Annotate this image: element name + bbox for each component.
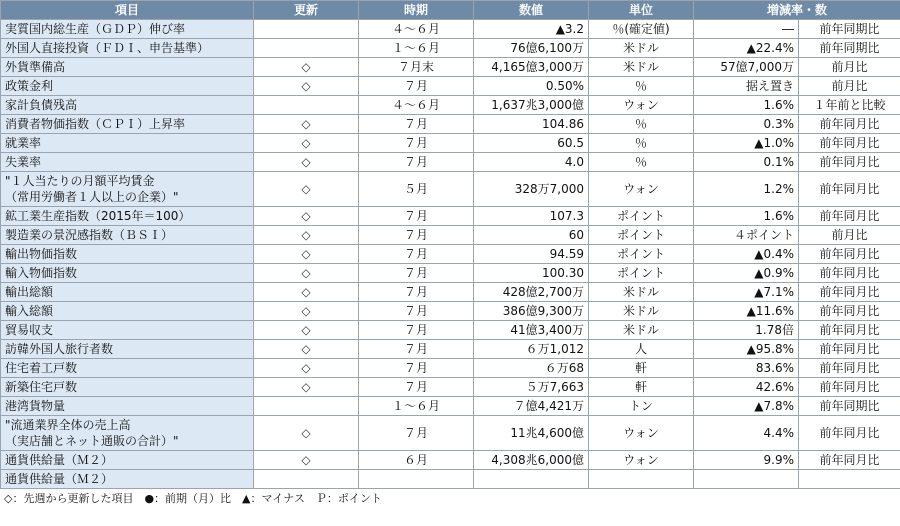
change-cell: ４ポイント — [694, 226, 799, 245]
table-row — [1, 359, 900, 378]
period-cell: １～６月 — [359, 39, 474, 58]
table-row — [1, 302, 900, 321]
period-cell: ７月末 — [359, 58, 474, 77]
item-cell: 住宅着工戸数 — [1, 359, 254, 378]
item-cell: "流通業界全体の売上高 （実店舗とネット通販の合計）" — [1, 416, 254, 451]
updated-cell: ◇ — [254, 283, 359, 302]
change-cell: 9.9% — [694, 451, 799, 470]
value-cell: 94.59 — [474, 245, 589, 264]
period-cell: ７月 — [359, 321, 474, 340]
updated-cell: ◇ — [254, 321, 359, 340]
period-cell: ７月 — [359, 134, 474, 153]
change-cell: ▲7.8% — [694, 397, 799, 416]
value-cell: 11兆4,600億 — [474, 416, 589, 451]
table-row — [1, 470, 900, 489]
value-cell: 100.30 — [474, 264, 589, 283]
unit-cell: 米ドル — [589, 283, 694, 302]
item-cell: 実質国内総生産（ＧＤＰ）伸び率 — [1, 20, 254, 39]
header-item: 項目 — [1, 1, 254, 20]
period-cell: ５月 — [359, 172, 474, 207]
change-cell — [694, 470, 799, 489]
item-cell: 輸出物価指数 — [1, 245, 254, 264]
header-change: 増減率・数 — [694, 1, 900, 20]
period-cell: ７月 — [359, 283, 474, 302]
period-cell: ７月 — [359, 340, 474, 359]
item-cell: 訪韓外国人旅行者数 — [1, 340, 254, 359]
item-cell: 製造業の景況感指数（ＢＳＩ） — [1, 226, 254, 245]
table-row — [1, 20, 900, 39]
period-cell: ７月 — [359, 226, 474, 245]
unit-cell — [589, 470, 694, 489]
item-cell: 通貨供給量（Ｍ２） — [1, 451, 254, 470]
item-cell: 外国人直接投資（ＦＤＩ、申告基準） — [1, 39, 254, 58]
item-cell: 輸入総額 — [1, 302, 254, 321]
value-cell: 76億6,100万 — [474, 39, 589, 58]
change-cell: 42.6% — [694, 378, 799, 397]
updated-cell: ◇ — [254, 134, 359, 153]
footnote: ◇：先週から更新した項目 ●：前期（月）比 ▲：マイナス Ｐ：ポイント — [4, 492, 382, 505]
updated-cell: ◇ — [254, 207, 359, 226]
header-value: 数値 — [474, 1, 589, 20]
table-row — [1, 245, 900, 264]
value-cell: ５万7,663 — [474, 378, 589, 397]
unit-cell: ％ — [589, 134, 694, 153]
table-row — [1, 153, 900, 172]
updated-cell — [254, 39, 359, 58]
table-row — [1, 115, 900, 134]
unit-cell: 軒 — [589, 359, 694, 378]
unit-cell: ポイント — [589, 226, 694, 245]
value-cell: 104.86 — [474, 115, 589, 134]
table-row — [1, 283, 900, 302]
item-cell: 失業率 — [1, 153, 254, 172]
updated-cell — [254, 470, 359, 489]
unit-cell: 人 — [589, 340, 694, 359]
item-cell: 家計負債残高 — [1, 96, 254, 115]
basis-cell: 前年同月比 — [799, 172, 900, 207]
basis-cell: 前年同月比 — [799, 115, 900, 134]
updated-cell: ◇ — [254, 378, 359, 397]
updated-cell — [254, 397, 359, 416]
period-cell: ４～６月 — [359, 96, 474, 115]
unit-cell: ％ — [589, 115, 694, 134]
unit-cell: 米ドル — [589, 321, 694, 340]
unit-cell: ポイント — [589, 245, 694, 264]
value-cell: 60.5 — [474, 134, 589, 153]
unit-cell: ％ — [589, 153, 694, 172]
table-row — [1, 39, 900, 58]
value-cell: 4,308兆6,000億 — [474, 451, 589, 470]
unit-cell: ウォン — [589, 96, 694, 115]
basis-cell: 前年同月比 — [799, 340, 900, 359]
value-cell: 4,165億3,000万 — [474, 58, 589, 77]
unit-cell: ％(確定値) — [589, 20, 694, 39]
value-cell — [474, 470, 589, 489]
basis-cell: 前年同月比 — [799, 451, 900, 470]
value-cell: 0.50% — [474, 77, 589, 96]
item-cell: 港湾貨物量 — [1, 397, 254, 416]
item-cell: 消費者物価指数（ＣＰＩ）上昇率 — [1, 115, 254, 134]
unit-cell: 軒 — [589, 378, 694, 397]
table-row — [1, 264, 900, 283]
period-cell: ７月 — [359, 416, 474, 451]
unit-cell: ウォン — [589, 172, 694, 207]
change-cell: ▲0.9% — [694, 264, 799, 283]
item-cell: 就業率 — [1, 134, 254, 153]
table-row — [1, 226, 900, 245]
basis-cell: 前年同月比 — [799, 207, 900, 226]
period-cell: ７月 — [359, 378, 474, 397]
unit-cell: ウォン — [589, 416, 694, 451]
change-cell: ▲22.4% — [694, 39, 799, 58]
updated-cell: ◇ — [254, 172, 359, 207]
header-row — [1, 1, 900, 20]
updated-cell: ◇ — [254, 359, 359, 378]
period-cell: ７月 — [359, 359, 474, 378]
period-cell: ７月 — [359, 302, 474, 321]
basis-cell: 前年同期比 — [799, 20, 900, 39]
basis-cell: 前年同月比 — [799, 321, 900, 340]
item-cell: 政策金利 — [1, 77, 254, 96]
item-cell: 貿易収支 — [1, 321, 254, 340]
change-cell: 0.3% — [694, 115, 799, 134]
table-row — [1, 378, 900, 397]
table-row — [1, 207, 900, 226]
value-cell: 4.0 — [474, 153, 589, 172]
change-cell: ▲7.1% — [694, 283, 799, 302]
updated-cell: ◇ — [254, 340, 359, 359]
change-cell: ― — [694, 20, 799, 39]
unit-cell: トン — [589, 397, 694, 416]
item-cell: 輸出総額 — [1, 283, 254, 302]
table-row — [1, 340, 900, 359]
unit-cell: ウォン — [589, 451, 694, 470]
updated-cell — [254, 96, 359, 115]
updated-cell: ◇ — [254, 264, 359, 283]
basis-cell: 前年同月比 — [799, 264, 900, 283]
updated-cell: ◇ — [254, 77, 359, 96]
period-cell: ７月 — [359, 264, 474, 283]
updated-cell: ◇ — [254, 416, 359, 451]
unit-cell: ポイント — [589, 264, 694, 283]
value-cell: 428億2,700万 — [474, 283, 589, 302]
updated-cell: ◇ — [254, 153, 359, 172]
value-cell: 107.3 — [474, 207, 589, 226]
basis-cell: １年前と比較 — [799, 96, 900, 115]
basis-cell: 前月比 — [799, 226, 900, 245]
unit-cell: ％ — [589, 77, 694, 96]
basis-cell: 前年同期比 — [799, 397, 900, 416]
header-updated: 更新 — [254, 1, 359, 20]
basis-cell: 前月比 — [799, 77, 900, 96]
change-cell: ▲1.0% — [694, 134, 799, 153]
updated-cell — [254, 20, 359, 39]
change-cell: ▲11.6% — [694, 302, 799, 321]
table-row — [1, 451, 900, 470]
value-cell: ７億4,421万 — [474, 397, 589, 416]
table-row — [1, 77, 900, 96]
period-cell: ６月 — [359, 451, 474, 470]
updated-cell: ◇ — [254, 226, 359, 245]
value-cell: 41億3,400万 — [474, 321, 589, 340]
updated-cell: ◇ — [254, 115, 359, 134]
value-cell: 328万7,000 — [474, 172, 589, 207]
basis-cell: 前年同月比 — [799, 153, 900, 172]
item-cell: 通貨供給量（Ｍ２） — [1, 470, 254, 489]
value-cell: ６万68 — [474, 359, 589, 378]
basis-cell: 前年同月比 — [799, 416, 900, 451]
item-cell: 鉱工業生産指数（2015年＝100） — [1, 207, 254, 226]
period-cell: ７月 — [359, 77, 474, 96]
change-cell: 1.78倍 — [694, 321, 799, 340]
table-row — [1, 397, 900, 416]
unit-cell: 米ドル — [589, 302, 694, 321]
table-row — [1, 321, 900, 340]
period-cell: ７月 — [359, 153, 474, 172]
table-row — [1, 172, 900, 207]
change-cell: 1.2% — [694, 172, 799, 207]
item-cell: 外貨準備高 — [1, 58, 254, 77]
change-cell: 83.6% — [694, 359, 799, 378]
unit-cell: 米ドル — [589, 39, 694, 58]
basis-cell — [799, 470, 900, 489]
period-cell: ７月 — [359, 207, 474, 226]
period-cell: ７月 — [359, 245, 474, 264]
basis-cell: 前年同月比 — [799, 378, 900, 397]
value-cell: ▲3.2 — [474, 20, 589, 39]
header-period: 時期 — [359, 1, 474, 20]
change-cell: 57億7,000万 — [694, 58, 799, 77]
table-row — [1, 134, 900, 153]
updated-cell: ◇ — [254, 58, 359, 77]
value-cell: ６万1,012 — [474, 340, 589, 359]
basis-cell: 前年同期比 — [799, 39, 900, 58]
updated-cell: ◇ — [254, 245, 359, 264]
period-cell: ４～６月 — [359, 20, 474, 39]
basis-cell: 前年同月比 — [799, 134, 900, 153]
item-cell: "１人当たりの月額平均賃金 （常用労働者１人以上の企業）" — [1, 172, 254, 207]
change-cell: ▲95.8% — [694, 340, 799, 359]
value-cell: 60 — [474, 226, 589, 245]
table-row — [1, 96, 900, 115]
item-cell: 新築住宅戸数 — [1, 378, 254, 397]
table-row — [1, 58, 900, 77]
period-cell: ７月 — [359, 115, 474, 134]
updated-cell: ◇ — [254, 451, 359, 470]
basis-cell: 前年同月比 — [799, 302, 900, 321]
period-cell — [359, 470, 474, 489]
updated-cell: ◇ — [254, 302, 359, 321]
change-cell: ▲0.4% — [694, 245, 799, 264]
change-cell: 4.4% — [694, 416, 799, 451]
unit-cell: ポイント — [589, 207, 694, 226]
value-cell: 386億9,300万 — [474, 302, 589, 321]
basis-cell: 前年同月比 — [799, 283, 900, 302]
item-cell: 輸入物価指数 — [1, 264, 254, 283]
change-cell: 1.6% — [694, 207, 799, 226]
basis-cell: 前年同月比 — [799, 359, 900, 378]
period-cell: １～６月 — [359, 397, 474, 416]
value-cell: 1,637兆3,000億 — [474, 96, 589, 115]
header-unit: 単位 — [589, 1, 694, 20]
unit-cell: 米ドル — [589, 58, 694, 77]
change-cell: 1.6% — [694, 96, 799, 115]
basis-cell: 前年同月比 — [799, 245, 900, 264]
basis-cell: 前月比 — [799, 58, 900, 77]
table-row — [1, 416, 900, 451]
change-cell: 0.1% — [694, 153, 799, 172]
change-cell: 据え置き — [694, 77, 799, 96]
